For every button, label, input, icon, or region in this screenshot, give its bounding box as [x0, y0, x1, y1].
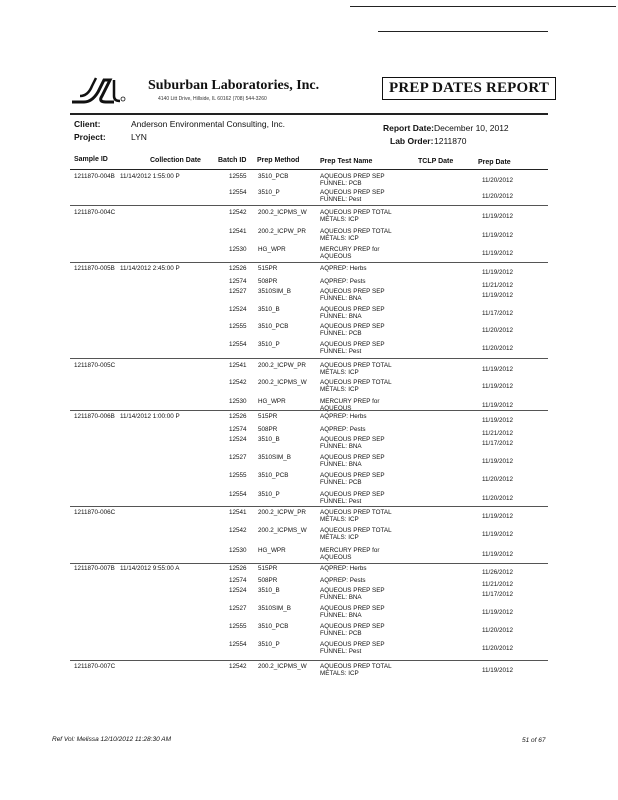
- cell-batch-id: 12554: [229, 491, 247, 498]
- cell-prep-test-name: AQUEOUS PREP SEP FUNNEL: Pest: [320, 341, 385, 356]
- lab-order-value: 1211870: [434, 136, 467, 146]
- cell-prep-date: 11/20/2012: [482, 345, 514, 352]
- cell-batch-id: 12530: [229, 246, 247, 253]
- company-address: 4140 Litt Drive, Hillside, IL 60162 (708) 544-3260: [158, 96, 267, 102]
- cell-prep-test-name: AQUEOUS PREP SEP FUNNEL: Pest: [320, 189, 385, 204]
- col-tclp-date: TCLP Date: [418, 158, 454, 165]
- cell-prep-method: 3510_P: [258, 189, 280, 196]
- cell-prep-method: HG_WPR: [258, 547, 286, 554]
- cell-sample-id: 1211870-004C: [74, 209, 116, 216]
- col-batch-id: Batch ID: [218, 157, 247, 164]
- cell-prep-method: 3510_PCB: [258, 173, 289, 180]
- cell-prep-date: 11/19/2012: [482, 417, 514, 424]
- cell-batch-id: 12574: [229, 278, 247, 285]
- cell-batch-id: 12541: [229, 509, 247, 516]
- cell-sample-id: 1211870-007C: [74, 663, 116, 670]
- cell-prep-date: 11/19/2012: [482, 250, 514, 257]
- cell-prep-test-name: AQUEOUS PREP TOTAL METALS: ICP: [320, 379, 392, 394]
- cell-prep-test-name: MERCURY PREP for AQUEOUS: [320, 547, 380, 562]
- cell-prep-test-name: AQUEOUS PREP SEP FUNNEL: PCB: [320, 623, 385, 638]
- cell-prep-date: 11/19/2012: [482, 402, 514, 409]
- cell-prep-date: 11/20/2012: [482, 327, 514, 334]
- top-rule-middle: [378, 31, 548, 32]
- cell-prep-method: 200.2_ICPMS_W: [258, 663, 307, 670]
- cell-batch-id: 12526: [229, 265, 247, 272]
- col-sample-id: Sample ID: [74, 156, 108, 163]
- column-header-rule: [70, 169, 548, 170]
- cell-batch-id: 12555: [229, 472, 247, 479]
- cell-prep-date: 11/19/2012: [482, 232, 514, 239]
- cell-prep-date: 11/17/2012: [482, 310, 514, 317]
- cell-batch-id: 12541: [229, 362, 247, 369]
- cell-prep-test-name: AQUEOUS PREP SEP FUNNEL: BNA: [320, 454, 385, 469]
- cell-prep-date: 11/19/2012: [482, 513, 514, 520]
- cell-prep-method: 3510SIM_B: [258, 454, 291, 461]
- cell-sample-id: 1211870-006C: [74, 509, 116, 516]
- cell-batch-id: 12527: [229, 605, 247, 612]
- cell-prep-method: 508PR: [258, 577, 278, 584]
- cell-prep-method: 200.2_ICPW_PR: [258, 228, 306, 235]
- cell-prep-method: 515PR: [258, 413, 278, 420]
- col-prep-method: Prep Method: [257, 157, 300, 164]
- cell-prep-test-name: AQUEOUS PREP SEP FUNNEL: BNA: [320, 306, 385, 321]
- cell-prep-date: 11/21/2012: [482, 581, 514, 588]
- cell-prep-date: 11/20/2012: [482, 627, 514, 634]
- cell-collection-date: 11/14/2012 9:55:00 A: [120, 565, 180, 572]
- cell-batch-id: 12530: [229, 398, 247, 405]
- cell-prep-date: 11/19/2012: [482, 551, 514, 558]
- cell-batch-id: 12542: [229, 379, 247, 386]
- cell-prep-date: 11/21/2012: [482, 430, 514, 437]
- cell-prep-test-name: AQUEOUS PREP TOTAL METALS: ICP: [320, 663, 392, 678]
- cell-prep-date: 11/20/2012: [482, 645, 514, 652]
- cell-batch-id: 12555: [229, 173, 247, 180]
- cell-prep-method: 3510SIM_B: [258, 605, 291, 612]
- cell-prep-date: 11/19/2012: [482, 292, 514, 299]
- sample-group-separator: [70, 262, 548, 263]
- cell-prep-method: 515PR: [258, 265, 278, 272]
- cell-prep-test-name: AQPREP: Herbs: [320, 265, 367, 272]
- cell-batch-id: 12554: [229, 341, 247, 348]
- sample-group-separator: [70, 660, 548, 661]
- cell-batch-id: 12574: [229, 577, 247, 584]
- cell-prep-test-name: AQUEOUS PREP SEP FUNNEL: Pest: [320, 641, 385, 656]
- cell-batch-id: 12524: [229, 436, 247, 443]
- cell-batch-id: 12524: [229, 306, 247, 313]
- cell-prep-method: 3510_P: [258, 341, 280, 348]
- lab-order-label: Lab Order:: [390, 136, 434, 146]
- cell-prep-test-name: AQPREP: Herbs: [320, 413, 367, 420]
- cell-prep-method: 200.2_ICPMS_W: [258, 209, 307, 216]
- cell-prep-test-name: AQUEOUS PREP TOTAL METALS: ICP: [320, 527, 392, 542]
- sample-group-separator: [70, 506, 548, 507]
- project-value: LYN: [131, 132, 147, 142]
- report-title: PREP DATES REPORT: [382, 77, 556, 100]
- cell-prep-method: 3510_PCB: [258, 472, 289, 479]
- col-collection-date: Collection Date: [150, 157, 201, 164]
- cell-prep-test-name: MERCURY PREP for AQUEOUS: [320, 246, 380, 261]
- cell-prep-method: 3510_PCB: [258, 323, 289, 330]
- cell-prep-method: HG_WPR: [258, 398, 286, 405]
- footer-page-number: 51 of 67: [522, 737, 546, 744]
- cell-sample-id: 1211870-004B: [74, 173, 115, 180]
- cell-prep-test-name: AQUEOUS PREP SEP FUNNEL: PCB: [320, 173, 385, 188]
- cell-prep-date: 11/20/2012: [482, 177, 514, 184]
- cell-prep-date: 11/19/2012: [482, 213, 514, 220]
- cell-prep-test-name: AQUEOUS PREP TOTAL METALS: ICP: [320, 362, 392, 377]
- client-label: Client:: [74, 119, 101, 129]
- cell-prep-date: 11/20/2012: [482, 193, 514, 200]
- cell-batch-id: 12542: [229, 663, 247, 670]
- cell-batch-id: 12574: [229, 426, 247, 433]
- cell-prep-test-name: MERCURY PREP for AQUEOUS: [320, 398, 380, 413]
- report-date-label: Report Date:: [383, 123, 435, 133]
- sample-group-separator: [70, 410, 548, 411]
- cell-collection-date: 11/14/2012 1:55:00 P: [120, 173, 180, 180]
- cell-prep-method: 200.2_ICPW_PR: [258, 509, 306, 516]
- header-rule: [70, 113, 548, 115]
- cell-prep-test-name: AQUEOUS PREP SEP FUNNEL: BNA: [320, 288, 385, 303]
- cell-prep-method: HG_WPR: [258, 246, 286, 253]
- cell-prep-date: 11/17/2012: [482, 440, 514, 447]
- cell-prep-test-name: AQUEOUS PREP TOTAL METALS: ICP: [320, 228, 392, 243]
- cell-prep-date: 11/21/2012: [482, 282, 514, 289]
- company-logo: [70, 74, 128, 104]
- cell-batch-id: 12530: [229, 547, 247, 554]
- cell-sample-id: 1211870-006B: [74, 413, 115, 420]
- cell-prep-test-name: AQUEOUS PREP SEP FUNNEL: BNA: [320, 436, 385, 451]
- cell-prep-test-name: AQUEOUS PREP SEP FUNNEL: BNA: [320, 587, 385, 602]
- cell-prep-method: 3510_P: [258, 491, 280, 498]
- company-name: Suburban Laboratories, Inc.: [148, 78, 320, 93]
- cell-prep-date: 11/19/2012: [482, 667, 514, 674]
- cell-prep-date: 11/19/2012: [482, 531, 514, 538]
- col-prep-test-name: Prep Test Name: [320, 158, 373, 165]
- cell-batch-id: 12555: [229, 323, 247, 330]
- cell-prep-date: 11/19/2012: [482, 458, 514, 465]
- cell-prep-method: 3510_B: [258, 587, 280, 594]
- cell-batch-id: 12542: [229, 527, 247, 534]
- col-prep-date: Prep Date: [478, 159, 511, 166]
- cell-prep-test-name: AQUEOUS PREP SEP FUNNEL: BNA: [320, 605, 385, 620]
- cell-prep-method: 508PR: [258, 426, 278, 433]
- cell-batch-id: 12524: [229, 587, 247, 594]
- cell-prep-method: 3510_P: [258, 641, 280, 648]
- top-rule-right: [350, 6, 616, 7]
- cell-prep-test-name: AQPREP: Pests: [320, 278, 366, 285]
- cell-collection-date: 11/14/2012 2:45:00 P: [120, 265, 180, 272]
- footer-printed-by: Ref Vol: Melissa 12/10/2012 11:28:30 AM: [52, 736, 171, 743]
- cell-batch-id: 12541: [229, 228, 247, 235]
- cell-prep-test-name: AQUEOUS PREP SEP FUNNEL: PCB: [320, 323, 385, 338]
- cell-prep-method: 3510_PCB: [258, 623, 289, 630]
- sample-group-separator: [70, 563, 548, 564]
- sample-group-separator: [70, 358, 548, 359]
- cell-sample-id: 1211870-005C: [74, 362, 116, 369]
- cell-prep-test-name: AQUEOUS PREP SEP FUNNEL: PCB: [320, 472, 385, 487]
- client-value: Anderson Environmental Consulting, Inc.: [131, 119, 286, 129]
- cell-prep-date: 11/19/2012: [482, 269, 514, 276]
- cell-prep-method: 200.2_ICPW_PR: [258, 362, 306, 369]
- project-label: Project:: [74, 132, 106, 142]
- cell-prep-method: 3510_B: [258, 436, 280, 443]
- report-date-value: December 10, 2012: [434, 123, 509, 133]
- cell-prep-method: 200.2_ICPMS_W: [258, 527, 307, 534]
- cell-prep-test-name: AQPREP: Pests: [320, 426, 366, 433]
- cell-batch-id: 12527: [229, 288, 247, 295]
- cell-batch-id: 12554: [229, 641, 247, 648]
- cell-batch-id: 12526: [229, 413, 247, 420]
- cell-prep-method: 3510_B: [258, 306, 280, 313]
- cell-prep-date: 11/19/2012: [482, 609, 514, 616]
- cell-prep-date: 11/26/2012: [482, 569, 514, 576]
- cell-batch-id: 12526: [229, 565, 247, 572]
- cell-batch-id: 12555: [229, 623, 247, 630]
- cell-prep-date: 11/19/2012: [482, 366, 514, 373]
- sample-group-separator: [70, 205, 548, 206]
- cell-sample-id: 1211870-007B: [74, 565, 115, 572]
- cell-collection-date: 11/14/2012 1:00:00 P: [120, 413, 180, 420]
- cell-prep-test-name: AQPREP: Herbs: [320, 565, 367, 572]
- cell-prep-date: 11/17/2012: [482, 591, 514, 598]
- cell-sample-id: 1211870-005B: [74, 265, 115, 272]
- cell-prep-date: 11/20/2012: [482, 476, 514, 483]
- cell-prep-method: 3510SIM_B: [258, 288, 291, 295]
- cell-prep-method: 515PR: [258, 565, 278, 572]
- cell-prep-date: 11/20/2012: [482, 495, 514, 502]
- cell-prep-test-name: AQPREP: Pests: [320, 577, 366, 584]
- cell-batch-id: 12554: [229, 189, 247, 196]
- cell-prep-method: 508PR: [258, 278, 278, 285]
- cell-prep-method: 200.2_ICPMS_W: [258, 379, 307, 386]
- cell-prep-test-name: AQUEOUS PREP TOTAL METALS: ICP: [320, 509, 392, 524]
- cell-prep-test-name: AQUEOUS PREP TOTAL METALS: ICP: [320, 209, 392, 224]
- cell-batch-id: 12527: [229, 454, 247, 461]
- cell-batch-id: 12542: [229, 209, 247, 216]
- cell-prep-test-name: AQUEOUS PREP SEP FUNNEL: Pest: [320, 491, 385, 506]
- cell-prep-date: 11/19/2012: [482, 383, 514, 390]
